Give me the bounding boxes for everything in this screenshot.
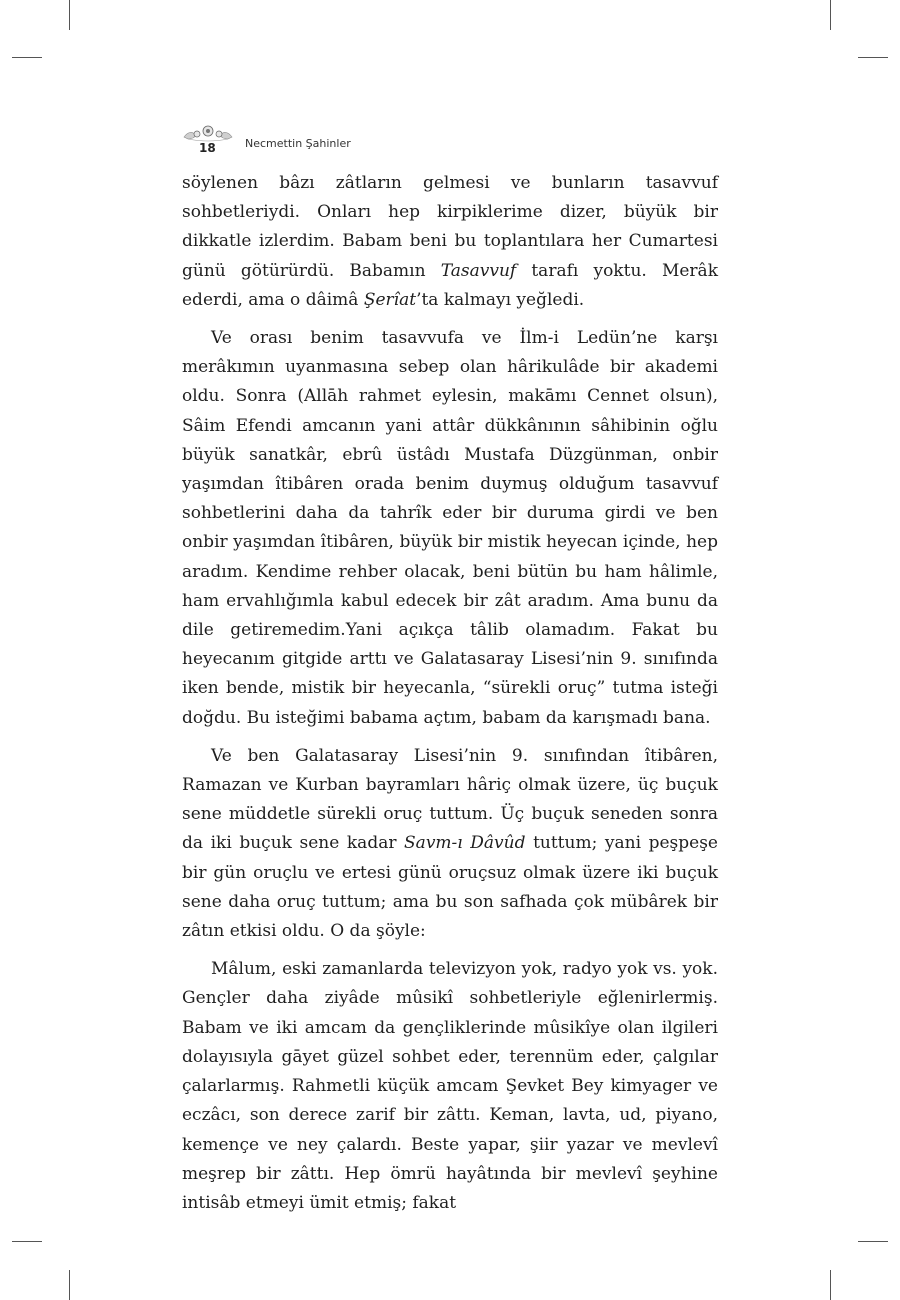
page-number: 18: [199, 141, 216, 155]
body-text: [182, 169, 718, 1218]
italic-term: Tasavvuf: [440, 260, 517, 281]
paragraph: [182, 742, 718, 946]
crop-mark-left-top: [12, 57, 42, 58]
italic-term: Şerîat: [363, 289, 417, 310]
text-segment: tarafı yoktu. Merâk ederdi, ama o dâimâ: [182, 260, 718, 310]
crop-mark-bottom-left: [69, 1270, 70, 1300]
crop-mark-right-top: [858, 57, 888, 58]
text-segment: Ve ben Galatasaray Lisesi’nin 9. sınıfından îtibâren, Ramazan ve Kurban bayramları hâriç olmak üzere, üç buçuk sene müddetle sürekli oruç tuttum. Üç buçuk seneden sonra da iki buçuk sene kadar: [182, 745, 718, 854]
paragraph: [182, 324, 718, 733]
crop-mark-right-bottom: [858, 1241, 888, 1242]
text-segment: ’ta kalmayı yeğledi.: [416, 289, 585, 310]
crop-mark-top-right: [830, 0, 831, 30]
crop-mark-top-left: [69, 0, 70, 30]
crop-mark-bottom-right: [830, 1270, 831, 1300]
text-segment: Ve orası benim tasavvufa ve İlm-i Ledün’ne karşı merâkımın uyanmasına sebep olan hârikulâde bir akademi oldu. Sonra (Allāh rahmet eylesin, makāmı Cennet olsun), Sâim Efendi amcanın yani attâr dükkânının sâhibinin oğlu büyük sanatkâr, ebrû üstâdı Mustafa Düzgünman, onbir yaşımdan îtibâren orada benim duymuş olduğum tasavvuf sohbetlerini daha da tahrîk eder bir duruma girdi ve ben onbir yaşımdan îtibâren, büyük bir mistik heyecan içinde, hep aradım. Kendime rehber olacak, beni bütün bu ham hâlimle, ham ervahlığımla kabul edecek bir zât aradım. Ama bunu da dile getiremedim.Yani açıkça tâlib olamadım. Fakat bu heyecanım gitgide arttı ve Galatasaray Lisesi’nin 9. sınıfında iken bende, mistik bir heyecanla, “sürekli oruç” tutma isteği doğdu. Bu isteğimi babama açtım, babam da karışmadı bana.: [182, 328, 718, 728]
floral-ornament-icon: [182, 123, 234, 143]
page-header: [182, 123, 722, 157]
italic-term: Savm-ı Dâvûd: [404, 833, 526, 854]
crop-mark-left-bottom: [12, 1241, 42, 1242]
text-segment: söylenen bâzı zâtların gelmesi ve bunların tasavvuf sohbetleriydi. Onları hep kirpiklerime dizer, büyük bir dikkatle izlerdim. Babam beni bu toplantılara her Cumartesi günü götürürdü. Babamın: [182, 173, 718, 281]
paragraph: [182, 955, 718, 1218]
text-segment: Mâlum, eski zamanlarda televizyon yok, radyo yok vs. yok. Gençler daha ziyâde mûsikî sohbetleriyle eğlenirlermiş. Babam ve iki amcam da gençliklerinde mûsikîye olan ilgileri dolayısıyla gāyet güzel sohbet eder, terennüm eder, çalgılar çalarlarmış. Rahmetli küçük amcam Şevket Bey kimyager ve eczâcı, son derece zarif bir zâttı. Keman, lavta, ud, piyano, kemençe ve ney çalardı. Beste yapar, şiir yazar ve mevlevî meşrep bir zâttı. Hep ömrü hayâtında bir mevlevî şeyhine intisâb etmeyi ümit etmiş; fakat: [182, 959, 718, 1213]
text-segment: tuttum; yani peşpeşe bir gün oruçlu ve ertesi günü oruçsuz olmak üzere iki buçuk sene daha oruç tuttum; ama bu son safhada çok mübârek bir zâtın etkisi oldu. O da şöyle:: [182, 833, 718, 942]
running-head: Necmettin Şahinler: [245, 137, 351, 150]
paragraph: [182, 169, 718, 315]
